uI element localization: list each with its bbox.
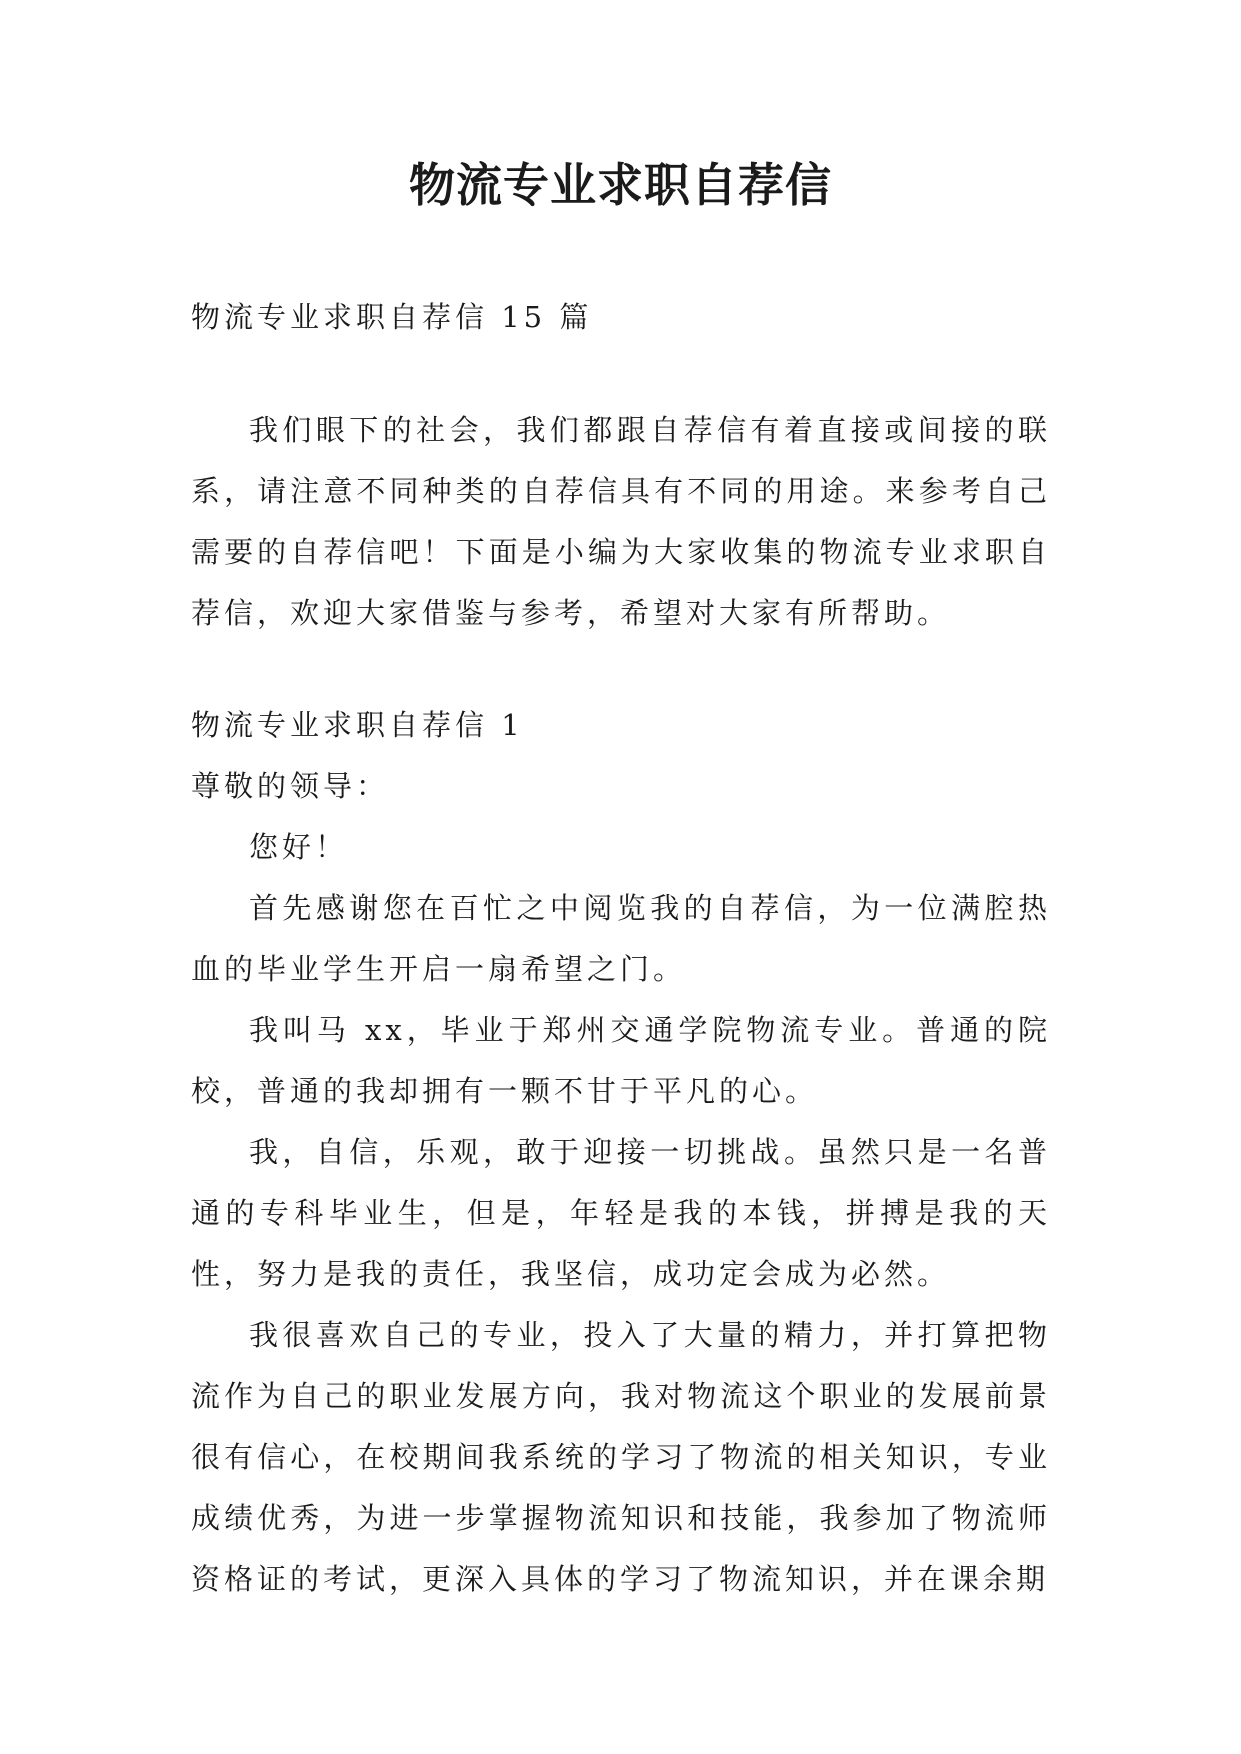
document-title: 物流专业求职自荐信 [409, 158, 832, 212]
intro-paragraph: 我们眼下的社会，我们都跟自荐信有着直接或间接的联系，请注意不同种类的自荐信具有不同的用途。来参考自己需要的自荐信吧！下面是小编为大家收集的物流专业求职自荐信，欢迎大家借鉴与参考，希望对大家有所帮助。 [191, 413, 1051, 630]
body-paragraph: 首先感谢您在百忙之中阅览我的自荐信，为一位满腔热血的毕业学生开启一扇希望之门。 [191, 891, 1051, 986]
salutation: 尊敬的领导： [191, 769, 390, 803]
body-paragraph: 我叫马 xx，毕业于郑州交通学院物流专业。普通的院校，普通的我却拥有一颗不甘于平凡的心。 [191, 1013, 1051, 1108]
greeting: 您好！ [249, 830, 349, 864]
body-paragraph: 我，自信，乐观，敢于迎接一切挑战。虽然只是一名普通的专科毕业生，但是，年轻是我的本钱，拼搏是我的天性，努力是我的责任，我坚信，成功定会成为必然。 [191, 1135, 1051, 1291]
body-paragraph: 我很喜欢自己的专业，投入了大量的精力，并打算把物流作为自己的职业发展方向，我对物流这个职业的发展前景很有信心，在校期间我系统的学习了物流的相关知识，专业成绩优秀，为进一步掌握物流知识和技能，我参加了物流师资格证的考试，更深入具体的学习了物流知识，并在课余期 [191, 1318, 1051, 1596]
document-subtitle: 物流专业求职自荐信 15 篇 [191, 300, 593, 334]
section-heading: 物流专业求职自荐信 1 [191, 708, 524, 742]
